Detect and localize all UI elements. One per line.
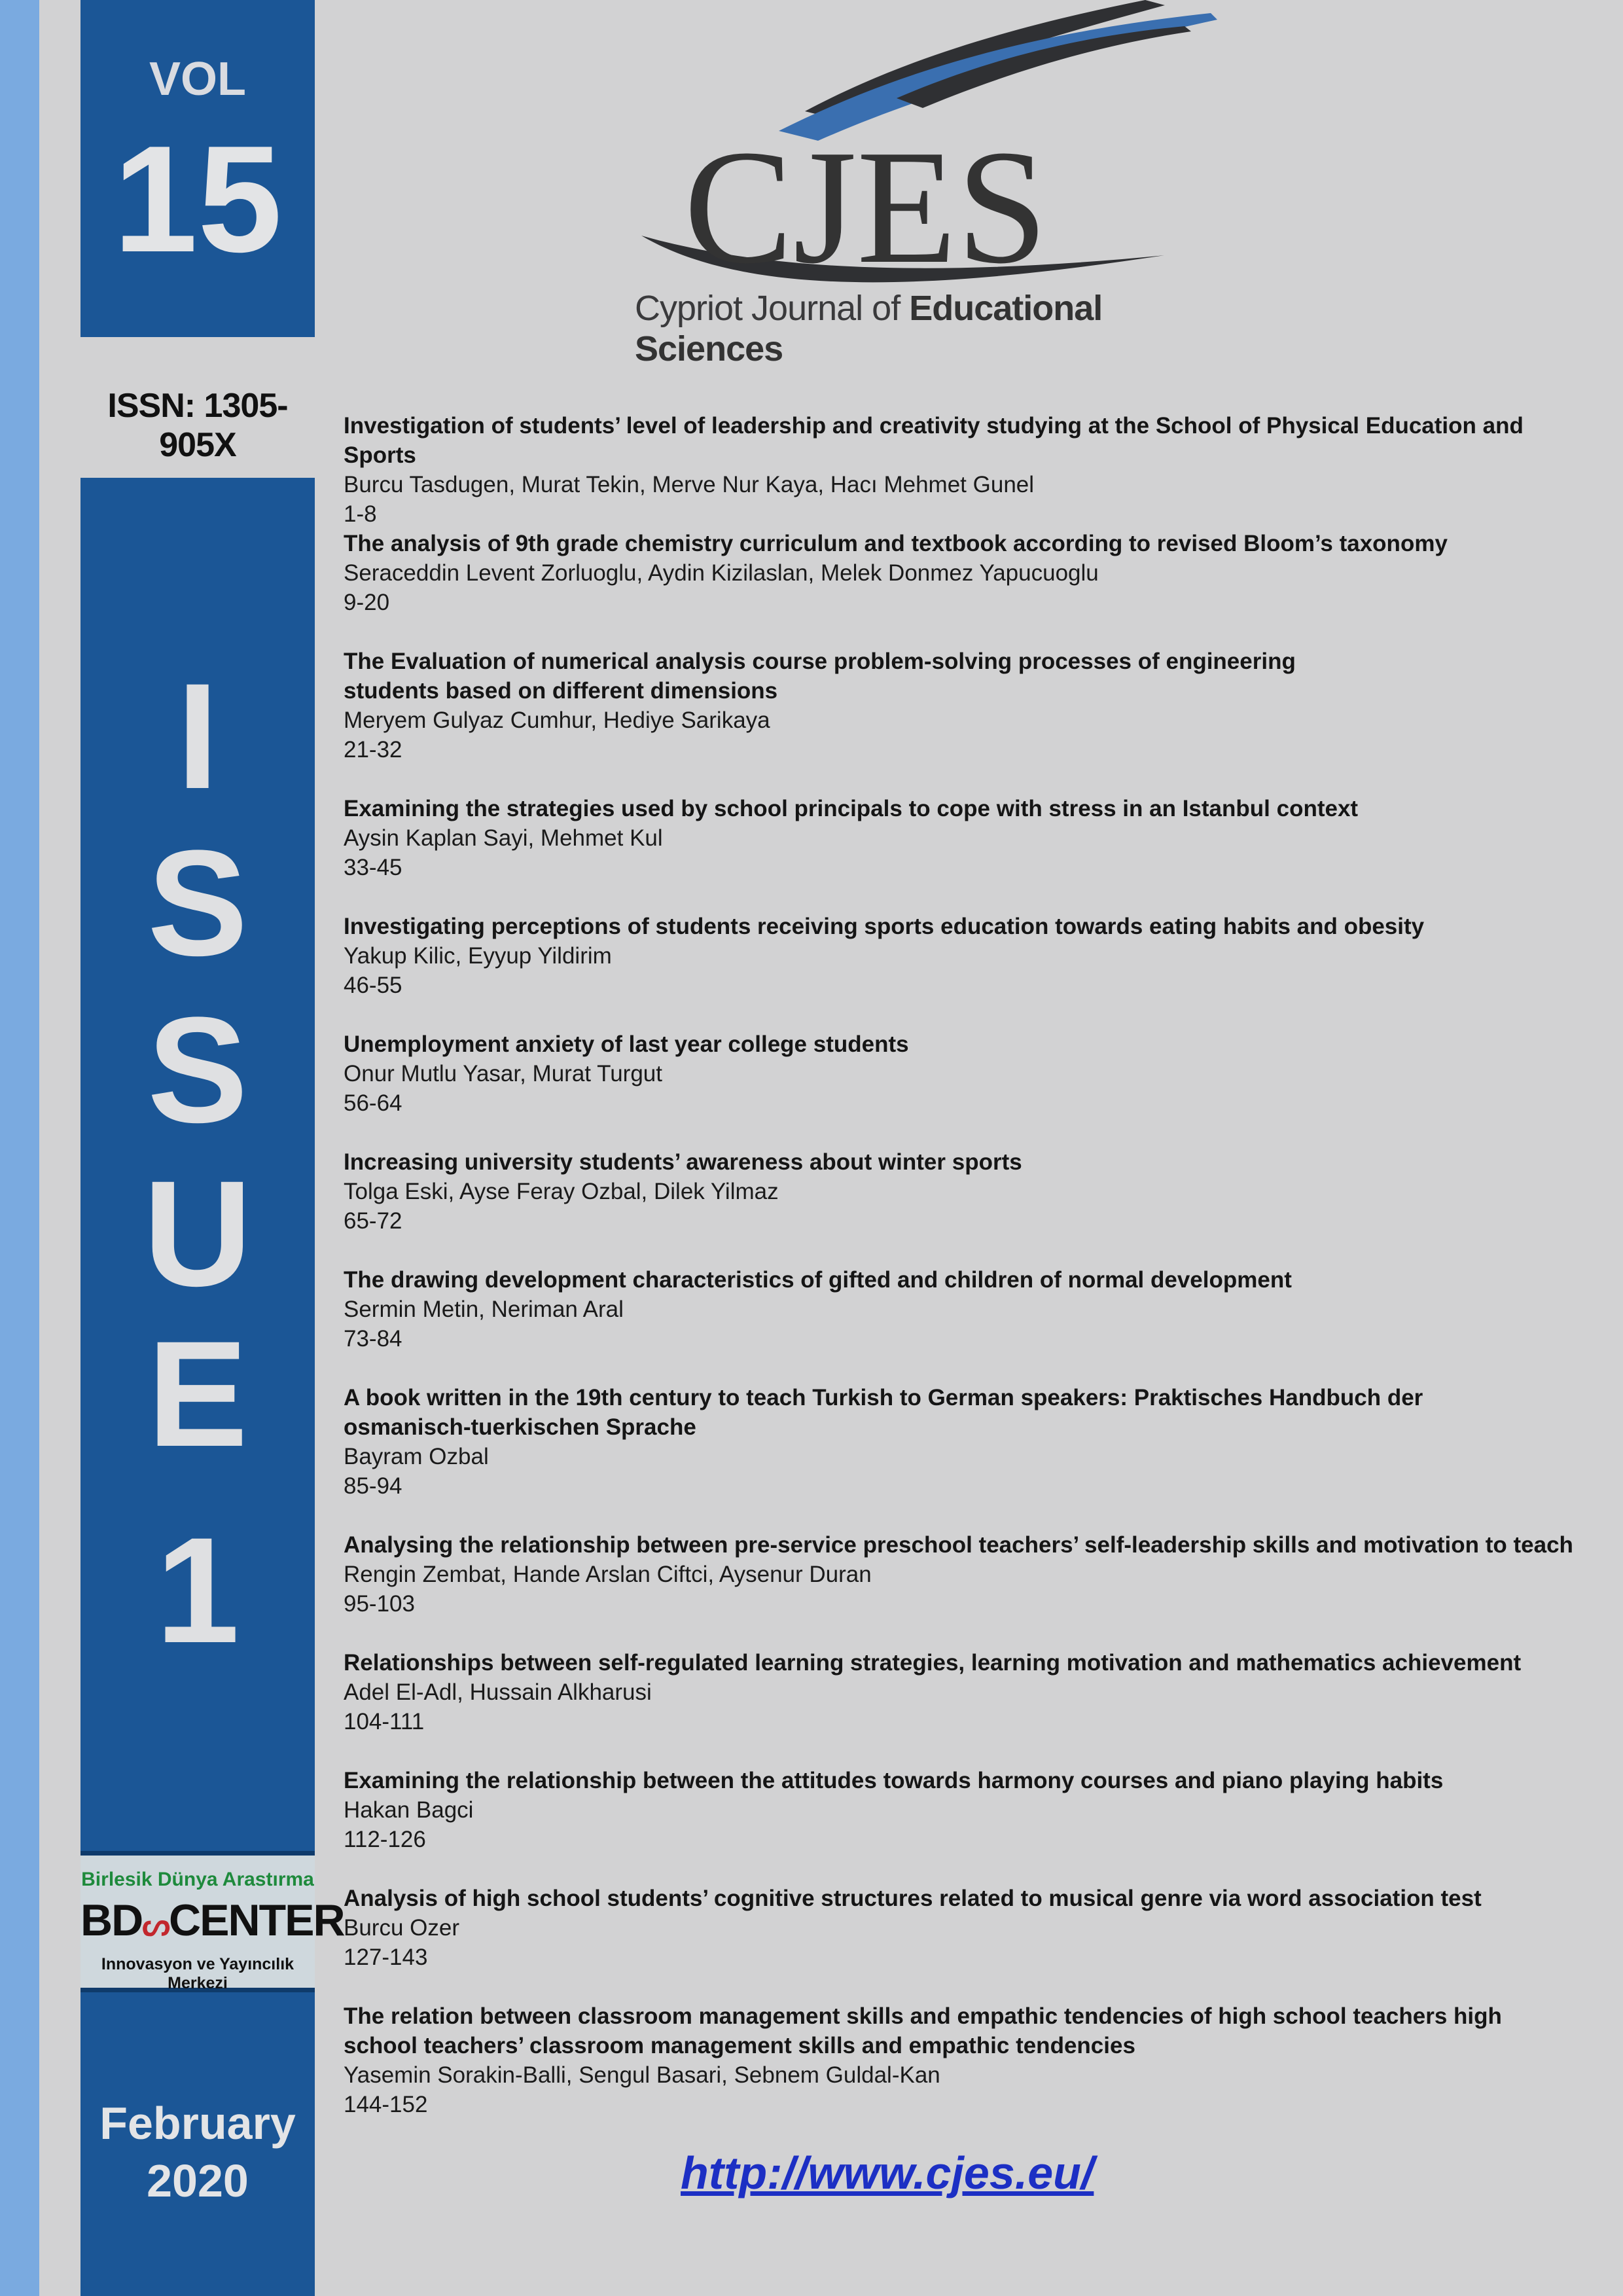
journal-name-bold: Educational Sciences — [635, 289, 1103, 368]
article-title: The drawing development characteristics of gifted and children of normal development — [344, 1267, 1292, 1293]
article-title: The relation between classroom management skills and empathic tendencies of high school teachers high school teachers’ classroom management skills and empathic tendencies — [344, 2003, 1502, 2058]
issue-number: 1 — [156, 1506, 240, 1674]
table-of-contents — [344, 411, 1587, 2149]
article-authors: Bayram Ozbal — [344, 1444, 489, 1469]
issue-year: 2020 — [147, 2155, 249, 2206]
article-title: Analysing the relationship between pre-service preschool teachers’ self-leadership skills and motivation to teach — [344, 1532, 1573, 1558]
issue-letter: E — [147, 1310, 248, 1478]
article-pages: 112-126 — [344, 1827, 426, 1852]
article-authors: Rengin Zembat, Hande Arslan Ciftci, Aysenur Duran — [344, 1562, 872, 1587]
issue-month: February — [99, 2098, 296, 2149]
volume-label: VOL — [149, 53, 246, 105]
article-pages: 33-45 — [344, 855, 402, 880]
article-pages: 46-55 — [344, 973, 402, 998]
article-entry — [344, 411, 1587, 529]
article-title: The Evaluation of numerical analysis course problem-solving processes of engineering students based on different dimensions — [344, 649, 1296, 704]
publisher-subtitle: Innovasyon ve Yayıncılık Merkezi — [101, 1955, 294, 1992]
article-pages: 127-143 — [344, 1945, 428, 1970]
issue-date — [80, 2094, 315, 2210]
article-authors: Burcu Ozer — [344, 1915, 459, 1941]
publisher-name: Birlesik Dünya Arastırma — [81, 1869, 314, 1890]
article-entry — [344, 2001, 1587, 2149]
article-title: A book written in the 19th century to teach Turkish to German speakers: Praktisches Handbuch der osmanisch-tuerkischen Sprache — [344, 1385, 1423, 1440]
swirl-icon: ᔕ — [142, 1908, 169, 1943]
journal-website-link[interactable]: http://www.cjes.eu/ — [681, 2147, 1094, 2198]
article-authors: Meryem Gulyaz Cumhur, Hediye Sarikaya — [344, 708, 770, 733]
article-title: The analysis of 9th grade chemistry curriculum and textbook according to revised Bloom’s taxonomy — [344, 531, 1448, 556]
article-pages: 21-32 — [344, 737, 402, 762]
article-pages: 104-111 — [344, 1709, 425, 1734]
journal-name — [635, 288, 1132, 369]
article-authors: Onur Mutlu Yasar, Murat Turgut — [344, 1061, 662, 1086]
article-authors: Yasemin Sorakin-Balli, Sengul Basari, Sebnem Guldal-Kan — [344, 2062, 940, 2088]
article-entry — [344, 1265, 1587, 1383]
article-pages: 144-152 — [344, 2092, 428, 2117]
left-edge-strip — [0, 0, 39, 2296]
logo-text: CJES — [684, 117, 1048, 298]
issue-letter: S — [147, 986, 248, 1154]
issue-letter: U — [143, 1149, 253, 1318]
publisher-wordmark-left: BD — [80, 1895, 143, 1945]
volume-number: 15 — [113, 115, 283, 284]
issue-letter: I — [177, 652, 219, 820]
article-entry — [344, 1147, 1587, 1265]
article-pages: 65-72 — [344, 1208, 402, 1234]
article-pages: 73-84 — [344, 1326, 402, 1352]
article-authors: Hakan Bagci — [344, 1797, 474, 1823]
article-title: Investigating perceptions of students receiving sports education towards eating habits and obesity — [344, 914, 1425, 939]
article-authors: Seraceddin Levent Zorluoglu, Aydin Kizilaslan, Melek Donmez Yapucuoglu — [344, 560, 1099, 586]
article-title: Examining the relationship between the attitudes towards harmony courses and piano playing habits — [344, 1768, 1444, 1793]
article-authors: Tolga Eski, Ayse Feray Ozbal, Dilek Yilmaz — [344, 1179, 779, 1204]
article-authors: Adel El-Adl, Hussain Alkharusi — [344, 1679, 652, 1705]
article-pages: 56-64 — [344, 1090, 402, 1116]
article-title: Examining the strategies used by school principals to cope with stress in an Istanbul context — [344, 796, 1359, 821]
article-pages: 1-8 — [344, 501, 377, 527]
article-entry — [344, 1030, 1587, 1147]
publisher-wordmark — [80, 1895, 344, 1946]
article-authors: Sermin Metin, Neriman Aral — [344, 1297, 624, 1322]
divider — [80, 1851, 315, 1856]
article-entry — [344, 912, 1587, 1030]
article-entry — [344, 794, 1587, 912]
issn: ISSN: 1305-905X — [107, 387, 288, 464]
issue-letter: S — [147, 819, 248, 987]
article-entry — [344, 529, 1587, 647]
article-authors: Burcu Tasdugen, Murat Tekin, Merve Nur Kaya, Hacı Mehmet Gunel — [344, 472, 1035, 497]
article-pages: 85-94 — [344, 1473, 402, 1499]
article-authors: Aysin Kaplan Sayi, Mehmet Kul — [344, 825, 663, 851]
article-title: Increasing university students’ awareness about winter sports — [344, 1149, 1022, 1175]
article-pages: 95-103 — [344, 1591, 415, 1617]
article-title: Unemployment anxiety of last year college students — [344, 1031, 909, 1057]
journal-name-light: Cypriot Journal of — [635, 289, 910, 328]
publisher-logo — [80, 1856, 344, 1992]
article-title: Relationships between self-regulated learning strategies, learning motivation and mathematics achievement — [344, 1650, 1522, 1676]
article-authors: Yakup Kilic, Eyyup Yildirim — [344, 943, 612, 969]
article-entry — [344, 1530, 1587, 1648]
publisher-wordmark-right: CENTER — [169, 1895, 344, 1945]
article-pages: 9-20 — [344, 590, 390, 615]
article-entry — [344, 1884, 1587, 2001]
article-entry — [344, 1766, 1587, 1884]
article-title: Analysis of high school students’ cognitive structures related to musical genre via word association test — [344, 1886, 1482, 1911]
article-title: Investigation of students’ level of leadership and creativity studying at the School of Physical Education and Sports — [344, 413, 1524, 468]
article-entry — [344, 647, 1587, 794]
article-entry — [344, 1383, 1587, 1530]
article-entry — [344, 1648, 1587, 1766]
